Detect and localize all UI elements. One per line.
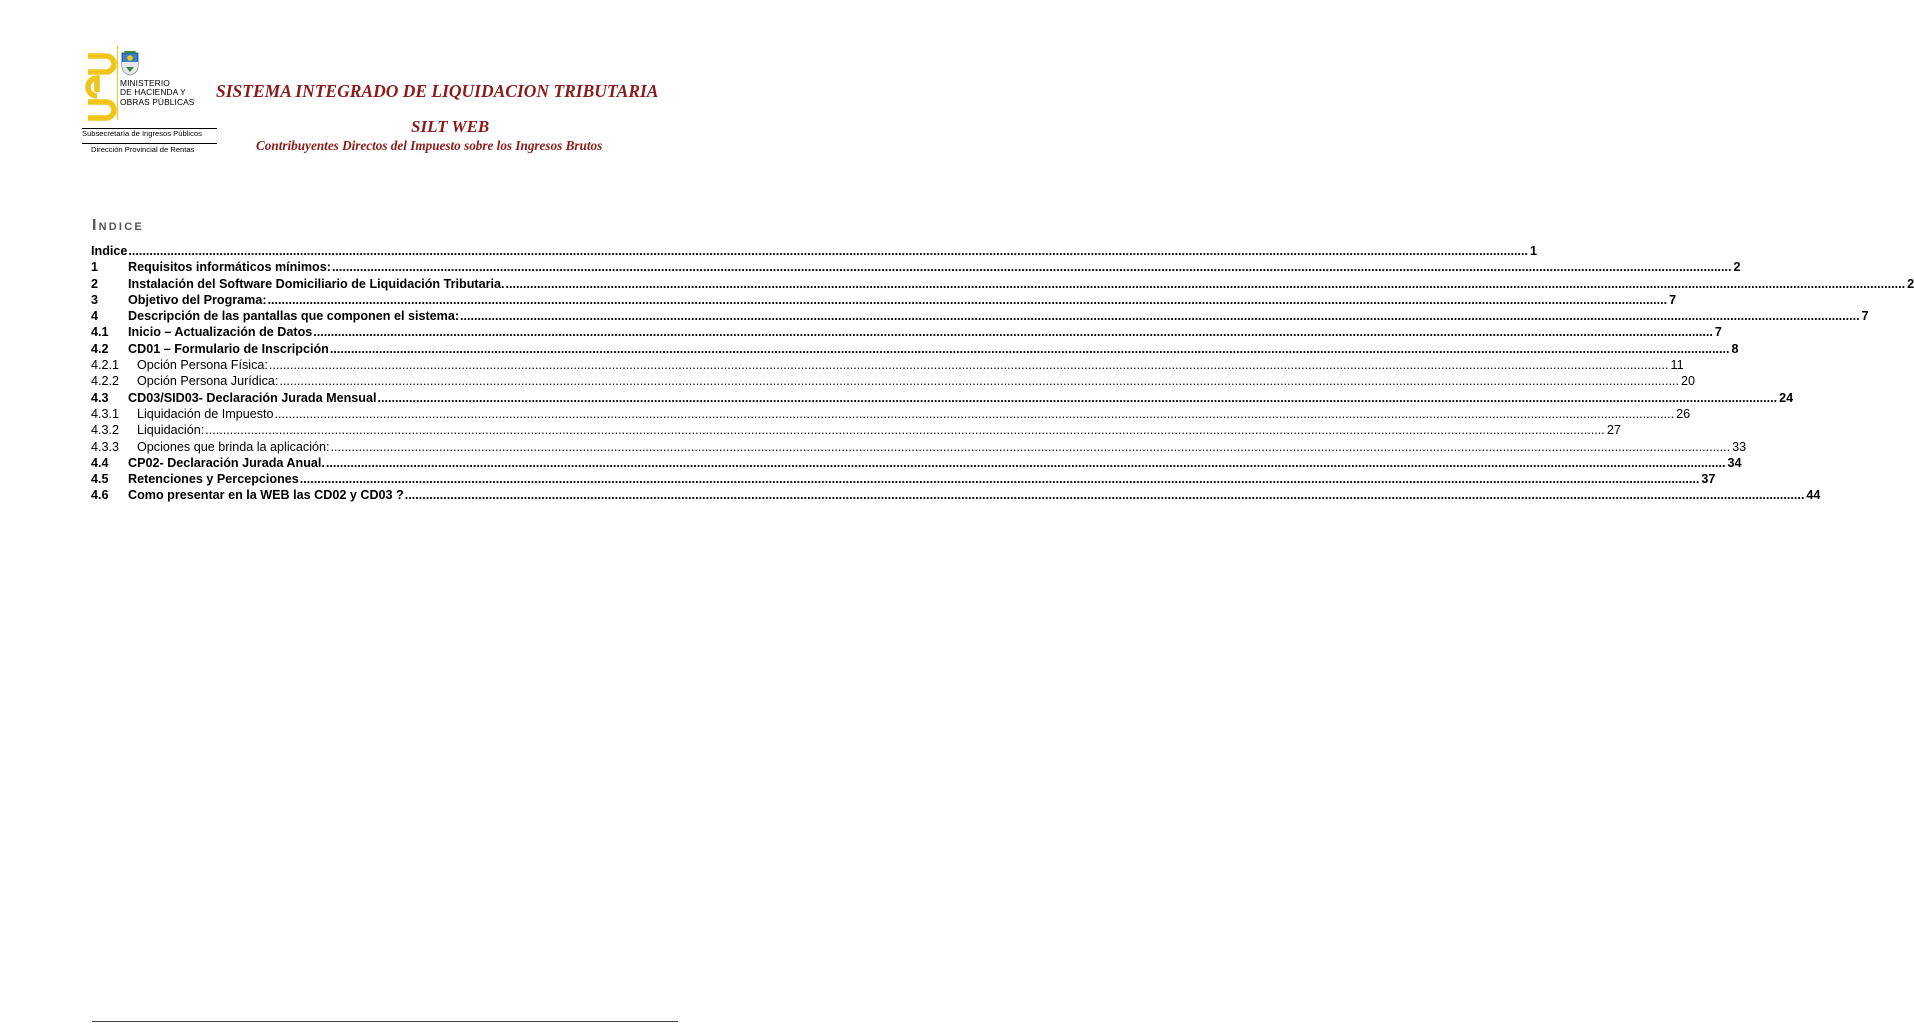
footer-rule [92,1021,678,1022]
toc-dot-leader: ................................................................................................................................................................................................................................................................................................................................................................................................................ [505,276,1906,291]
toc-entry-number: 4.4 [91,455,109,470]
toc-entry[interactable] [91,439,1747,455]
toc-entry-page: 34 [1727,455,1742,470]
toc-entry-number: 4.2.2 [91,374,120,389]
toc-entry[interactable] [91,373,1696,389]
toc-entry[interactable] [91,276,1914,292]
toc-entry[interactable] [91,390,1794,406]
toc-entry[interactable] [91,455,1742,471]
toc-dot-leader: ................................................................................................................................................................................................................................................................................................................................................................................................................ [377,390,1778,405]
toc-entry[interactable] [91,422,1621,438]
toc-entry[interactable] [91,324,1722,340]
toc-dot-leader: ................................................................................................................................................................................................................................................................................................................................................................................................................ [331,260,1732,275]
toc-entry-page: 44 [1806,488,1821,503]
direction-label: Dirección Provincial de Rentas [91,145,195,154]
toc-entry-title: Requisitos informáticos mínimos: [128,260,331,275]
toc-entry-title: CP02- Declaración Jurada Anual. [128,455,325,470]
toc-entry-title: Como presentar en la WEB las CD02 y CD03 ? [128,488,404,503]
toc-entry-page: 1 [1530,244,1538,258]
ministry-line: OBRAS PÚBLICAS [120,96,195,107]
toc-dot-leader: ................................................................................................................................................................................................................................................................................................................................................................................................................ [460,309,1860,324]
toc-entry-title: Opción Persona Jurídica: [137,374,279,389]
toc-entry-number: 4.6 [91,488,109,503]
toc-entry-title: Opciones que brinda la aplicación: [137,439,330,454]
ministry-line: DE HACIENDA Y [120,87,186,98]
toc-entry[interactable] [91,292,1677,308]
toc-entry[interactable] [91,243,1538,259]
toc-dot-leader: ................................................................................................................................................................................................................................................................................................................................................................................................................ [279,374,1679,389]
toc-entry-page: 7 [1669,292,1677,307]
ministry-line: MINISTERIO [120,78,170,88]
toc-dot-leader: ................................................................................................................................................................................................................................................................................................................................................................................................................ [329,341,1730,356]
toc-entry-number: 4.3.1 [91,406,120,421]
ministry-logo [82,44,232,154]
toc-entry-number: 4 [91,309,99,324]
neu-logo-icon [82,44,118,122]
table-of-contents [91,243,1914,504]
toc-entry-number: 1 [91,260,99,275]
toc-dot-leader: ................................................................................................................................................................................................................................................................................................................................................................................................................ [268,358,1669,373]
index-heading: Indice [92,217,144,234]
toc-entry[interactable] [91,259,1741,275]
toc-entry-page: 11 [1670,358,1684,373]
toc-entry-title: Inicio – Actualización de Datos [128,325,313,340]
toc-dot-leader: ................................................................................................................................................................................................................................................................................................................................................................................................................ [267,292,1668,307]
toc-entry-title: Liquidación de Impuesto [137,406,274,421]
toc-dot-leader: ................................................................................................................................................................................................................................................................................................................................................................................................................ [330,439,1731,454]
subsecretary-label: Subsecretaría de Ingresos Públicos [82,129,202,138]
toc-dot-leader: ................................................................................................................................................................................................................................................................................................................................................................................................................ [404,488,1805,503]
toc-entry-title: Descripción de las pantallas que componen el sistema: [128,309,460,324]
logo-divider [117,46,118,120]
toc-entry-title: CD03/SID03- Declaración Jurada Mensual [128,390,377,405]
toc-dot-leader: ................................................................................................................................................................................................................................................................................................................................................................................................................ [313,325,1713,340]
toc-dot-leader: ................................................................................................................................................................................................................................................................................................................................................................................................................ [128,244,1528,258]
toc-entry[interactable] [91,357,1684,373]
toc-entry-title: Indice [91,244,128,258]
toc-entry-page: 33 [1732,439,1747,454]
toc-entry-title: Retenciones y Percepciones [128,472,299,487]
toc-entry-title: Opción Persona Física: [137,358,268,373]
toc-entry-page: 2 [1733,260,1741,275]
ministry-name [120,79,230,107]
toc-entry-page: 37 [1701,472,1716,487]
toc-entry-page: 26 [1676,406,1691,421]
toc-entry[interactable] [91,308,1869,324]
toc-entry-page: 20 [1681,374,1696,389]
toc-entry-title: CD01 – Formulario de Inscripción [128,341,329,356]
toc-dot-leader: ................................................................................................................................................................................................................................................................................................................................................................................................................ [299,472,1700,487]
toc-dot-leader: ................................................................................................................................................................................................................................................................................................................................................................................................................ [205,423,1605,438]
toc-entry-number: 4.1 [91,325,109,340]
toc-entry-page: 8 [1731,341,1739,356]
toc-entry-number: 4.3.3 [91,439,120,454]
toc-dot-leader: ................................................................................................................................................................................................................................................................................................................................................................................................................ [274,406,1675,421]
province-crest-icon [120,48,140,76]
toc-entry[interactable] [91,341,1739,357]
toc-entry-title: Liquidación: [137,423,205,438]
toc-entry-number: 4.3.2 [91,423,120,438]
toc-entry-page: 2 [1907,276,1914,291]
toc-entry[interactable] [91,487,1821,503]
toc-entry-number: 4.2 [91,341,109,356]
toc-entry-title: Objetivo del Programa: [128,292,267,307]
toc-entry-number: 2 [91,276,99,291]
toc-entry-page: 27 [1606,423,1621,438]
toc-entry-page: 7 [1714,325,1722,340]
toc-entry-number: 4.5 [91,472,109,487]
toc-entry-page: 7 [1861,309,1869,324]
toc-entry[interactable] [91,471,1716,487]
toc-entry-number: 3 [91,292,99,307]
toc-entry-number: 4.3 [91,390,109,405]
system-title: SISTEMA INTEGRADO DE LIQUIDACION TRIBUTARIA [216,81,659,101]
toc-dot-leader: ................................................................................................................................................................................................................................................................................................................................................................................................................ [325,455,1726,470]
document-subtitle: Contribuyentes Directos del Impuesto sobre los Ingresos Brutos [256,138,603,153]
toc-entry-number: 4.2.1 [91,358,120,373]
silt-web-title: SILT WEB [411,117,490,136]
toc-entry-page: 24 [1779,390,1794,405]
toc-entry[interactable] [91,406,1691,422]
toc-entry-title: Instalación del Software Domiciliario de Liquidación Tributaria. [128,276,505,291]
